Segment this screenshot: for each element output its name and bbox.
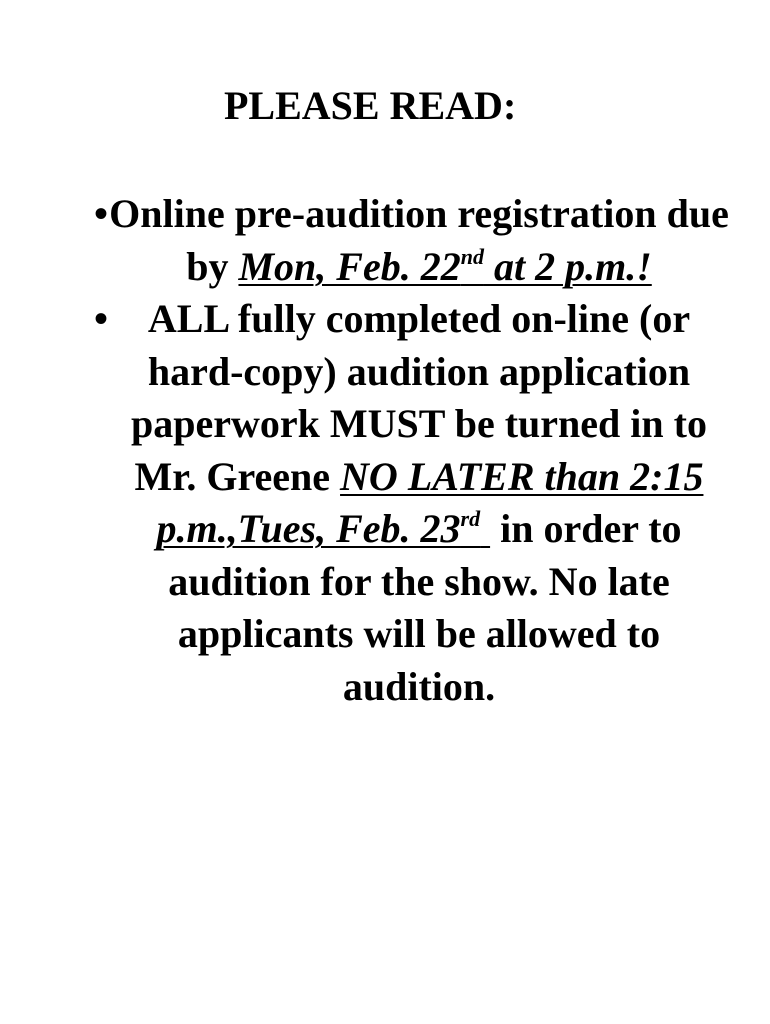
list-item xyxy=(80,188,730,293)
paperwork-text-end: in order to audition for the show. No late applicants will be allowed to audition. xyxy=(168,506,682,709)
paperwork-deadline-suffix: rd xyxy=(460,506,481,531)
paperwork-deadline-gap xyxy=(480,506,490,551)
page-title: PLEASE READ: xyxy=(224,83,517,128)
paperwork-text: ALL fully completed on-line (or hard-copy) audition application paperwork MUST be turned in to Mr. Greene xyxy=(131,296,707,499)
registration-notice xyxy=(108,188,730,293)
registration-deadline-time: at 2 p.m.! xyxy=(483,243,652,289)
notice-list xyxy=(80,188,730,713)
list-item xyxy=(80,293,730,713)
registration-deadline xyxy=(238,244,651,289)
registration-deadline-date: Mon, Feb. 22 xyxy=(238,243,461,289)
registration-text: Online pre-audition registration due by xyxy=(109,191,729,289)
registration-deadline-suffix: nd xyxy=(460,243,484,269)
paperwork-notice xyxy=(108,293,730,713)
paperwork-deadline-date: NO LATER than 2:15 p.m.,Tues, Feb. 23 xyxy=(156,453,704,551)
bullet-icon: • xyxy=(93,191,108,236)
bullet-icon: • xyxy=(93,296,108,341)
